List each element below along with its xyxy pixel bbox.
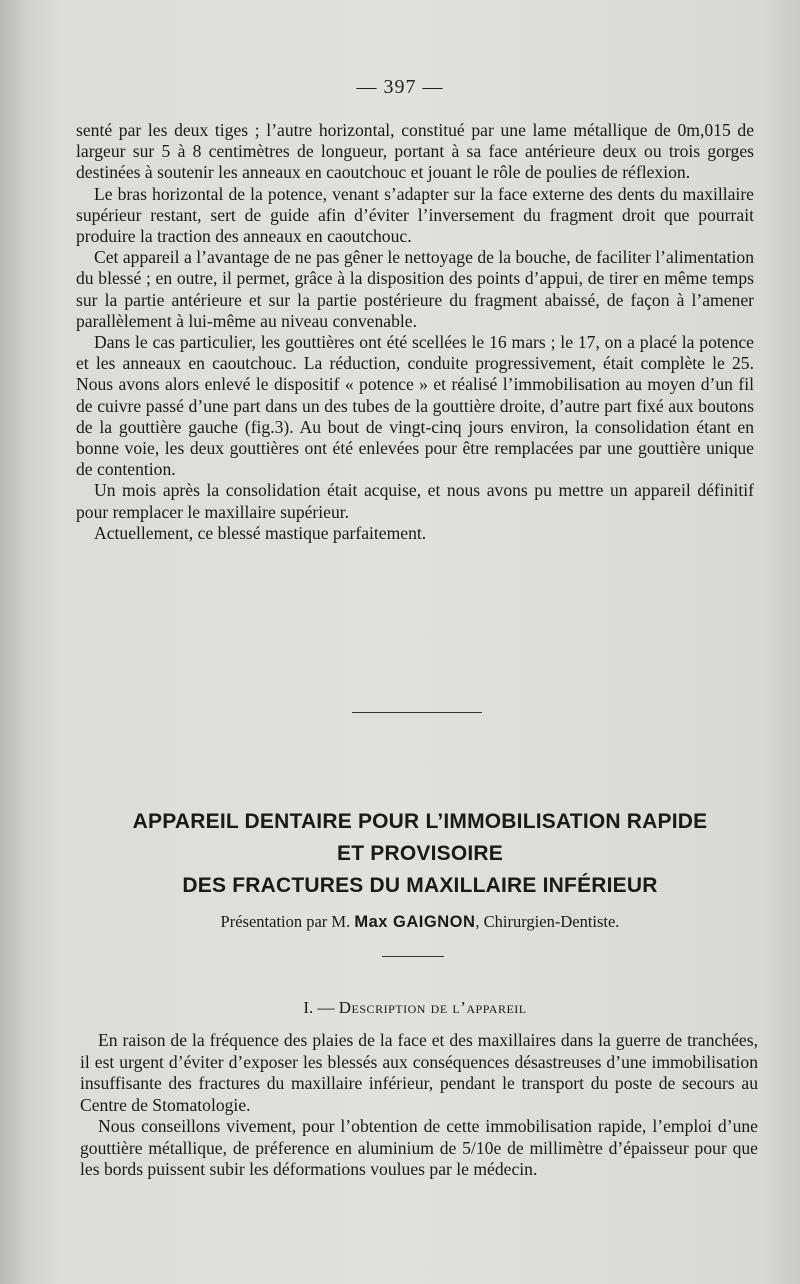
- paragraph: Nous conseillons vivement, pour l’obtention de cette immobilisation rapide, l’emploi d’une gouttière métallique, de préference en aluminium de 5/10e de millimètre d’épaisseur pour que les bords puissent subir les déformations voulues par le médecin.: [80, 1116, 758, 1179]
- byline-prefix: Présentation par M.: [220, 912, 355, 931]
- paragraph: Un mois après la consolidation était acquise, et nous avons pu mettre un appareil définitif pour remplacer le maxillaire supérieur.: [76, 480, 754, 522]
- presenter-name: Max GAIGNON: [354, 913, 476, 931]
- continued-text: [76, 120, 754, 544]
- section-divider: [352, 712, 482, 713]
- title-line: APPAREIL DENTAIRE POUR L’IMMOBILISATION RAPIDE: [132, 810, 708, 833]
- article-title: [0, 806, 800, 902]
- section-heading: [0, 998, 800, 1018]
- presenter-title: , Chirurgien-Dentiste.: [475, 912, 620, 931]
- paragraph: Actuellement, ce blessé mastique parfaitement.: [94, 522, 427, 543]
- title-line: ET PROVISOIRE: [337, 842, 503, 865]
- paragraph: Le bras horizontal de la potence, venant s’adapter sur la face externe des dents du maxillaire supérieur restant, sert de guide afin d’éviter l’inversement du fragment droit que pourrait produire la traction des anneaux en caoutchouc.: [76, 183, 754, 247]
- paragraph: Cet appareil a l’avantage de ne pas gêner le nettoyage de la bouche, de faciliter l’alimentation du blessé ; en outre, il permet, grâce à la disposition des points d’appui, de tirer en même temps sur la partie antérieure et sur la partie postérieure du fragment abaissé, de façon à l’amener parallèlement à lui-même au niveau convenable.: [76, 247, 754, 331]
- byline-divider: [382, 956, 444, 957]
- page-number: — 397 —: [356, 76, 444, 98]
- title-line: DES FRACTURES DU MAXILLAIRE INFÉRIEUR: [182, 874, 658, 897]
- article-body: [80, 1030, 758, 1181]
- section-title: Description de l’appareil: [338, 998, 527, 1017]
- paragraph: senté par les deux tiges ; l’autre horizontal, constitué par une lame métallique de 0m,015 de largeur sur 5 à 8 centimètres de longueur, portant à sa face antérieure deux ou trois gorges destinées à soutenir les anneaux en caoutchouc et jouant le rôle de poulies de réflexion.: [76, 120, 754, 183]
- paragraph: Dans le cas particulier, les gouttières ont été scellées le 16 mars ; le 17, on a placé la potence et les anneaux en caoutchouc. La réduction, conduite progressivement, était complète le 25. Nous avons alors enlevé le dispositif « potence » et réalisé l’immobilisation au moyen d’un fil de cuivre passé d’une part dans un des tubes de la gouttière droite, d’autre part fixé aux boutons de la gouttière gauche (fig.3). Au bout de vingt-cinq jours environ, la consolidation étant en bonne voie, les deux gouttières ont été enlevées pour être remplacées par une gouttière unique de contention.: [76, 332, 754, 480]
- paragraph: En raison de la fréquence des plaies de la face et des maxillaires dans la guerre de tranchées, il est urgent d’éviter d’exposer les blessés aux conséquences désastreuses d’une immobilisation insuffisante des fractures du maxillaire inférieur, pendant le transport du poste de secours au Centre de Stomatologie.: [80, 1030, 758, 1115]
- article-byline: [0, 912, 800, 932]
- section-number: I. —: [303, 998, 339, 1017]
